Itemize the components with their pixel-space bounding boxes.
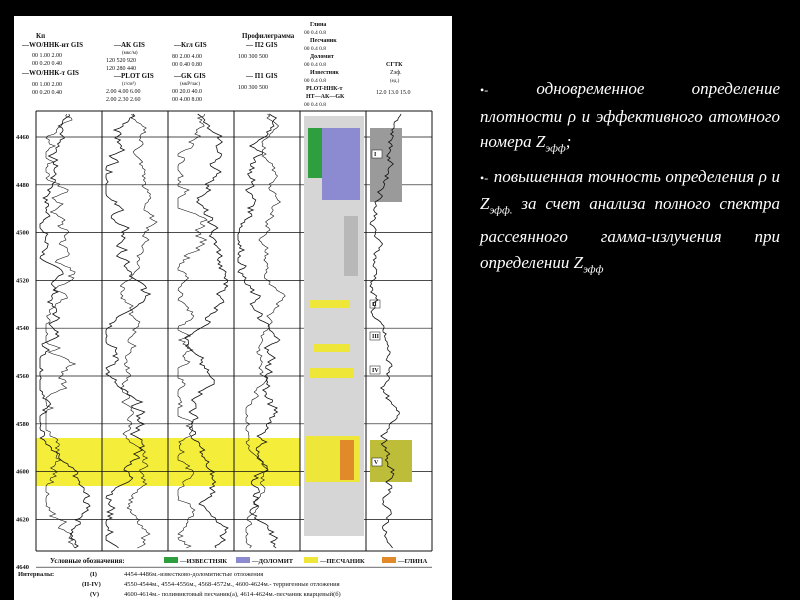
col3-scale2: 00 20.0 40.0 [172,89,202,95]
legend-label-clay: —ГЛИНА [398,558,428,565]
col3-scale2b: 00 4.00 8.00 [172,97,202,103]
depth-label: 4500 [16,229,29,237]
legend-label-dolomite: —ДОЛОМИТ [252,558,294,565]
depth-label: 4480 [16,181,29,189]
col2-unit1: (мкс/м) [122,51,138,56]
bullet-1-tail: ; [565,132,572,151]
depth-label: 4560 [16,373,29,380]
depth-label: 4520 [16,277,29,285]
interval-label: IV [372,368,379,374]
header-col2 [106,41,154,103]
col4-curve1: — П2 GIS [246,41,278,49]
zeff-interval-I [370,128,402,202]
bullet-list [480,76,780,285]
sandstone-zone-4 [310,368,354,378]
bullet-2-mark: •- [480,170,489,185]
interval-label: II [372,302,377,308]
legend-swatch-sandstone [304,557,318,563]
depth-label: 4460 [16,134,29,141]
col2-scale2b: 2.00 2.30 2.60 [106,97,141,103]
col5-l4: Известняк [310,70,339,76]
col1-curve2: —WO/ННК-т GIS [22,69,79,77]
legend [18,557,428,598]
col1-scale2: 00 1.00 2.00 [32,82,62,88]
col5-s6: 00 0.4 0.8 [304,102,326,108]
well-log-chart [14,16,452,600]
legend-title: Условные обозначения: [50,557,125,565]
interval-label: III [372,334,380,340]
col6-title: СГТК [386,62,403,68]
header-col6 [376,62,411,96]
header-col4 [238,32,295,91]
depth-label: 4540 [16,325,29,333]
sandstone-zone-3 [314,344,350,352]
dolomite-zone [322,128,360,200]
bullet-1-text: одновременное определение плотности ρ и эффективного атомного номера Z [480,79,780,151]
col3-curve2: —GK GIS [174,72,206,80]
col3-scale1: 80 2.00 4.00 [172,54,202,60]
col2-scale1b: 120 280 440 [106,66,136,72]
col6-sub: Zэф. [390,70,402,76]
col5-s1: 00 0.4 0.8 [304,30,326,36]
interval-code-3: (V) [90,591,100,598]
col4-title: Профилеграмма [242,32,295,40]
col5-s3: 00 0.4 0.8 [304,62,326,68]
col2-curve2: —PLOT GIS [114,72,154,80]
depth-label: 4580 [16,420,29,428]
clay-zone-5 [340,440,354,480]
bullet-2-sub2: эфф [583,263,604,276]
col1-curve1: —WO/ННК-нт GIS [22,41,83,49]
interval-label: I [374,152,377,158]
col2-scale2: 2.00 4.00 6.00 [106,89,141,95]
interval-text-2: 4550-4544м., 4554-4556м., 4568-4572м., 4600-4624м.- терригенные отложения [124,581,340,588]
depth-label: 4620 [16,516,29,524]
col2-unit2: (г/см³) [122,82,136,87]
col2-curve1: —АК GIS [114,41,145,49]
col1-scale1: 00 1.00 2.00 [32,53,62,59]
legend-swatch-clay [382,557,396,563]
col5-s4: 00 0.4 0.8 [304,78,326,84]
col5-l3: Доломит [310,54,334,60]
col4-curve2: — П1 GIS [246,72,278,80]
legend-label-limestone: —ИЗВЕСТНЯК [180,558,228,565]
legend-label-sandstone: —ПЕСЧАНИК [320,558,365,565]
sandstone-zone-2 [310,300,350,308]
col5-l6: НТ—АК—GК [306,94,345,100]
bullet-1-mark: •- [480,83,489,97]
bullet-2-tail: за счет анализа полного спектра рассеянного гамма-излучения при определении Z [480,194,780,272]
bullet-2 [480,164,780,283]
col3-curve1: —Кгл GIS [174,41,207,49]
legend-swatch-limestone [164,557,178,563]
limestone-zone [308,128,322,178]
header-col1 [21,32,83,96]
depth-label: 4600 [16,468,29,476]
col4-scale1: 100 300 500 [238,54,268,60]
col1-scale2b: 00 0.20 0.40 [32,90,62,96]
interval-code-1: (I) [90,571,97,578]
clay-zone-gray [344,216,358,276]
legend-swatch-dolomite [236,557,250,563]
col2-scale1: 120 520 920 [106,58,136,64]
bullet-1-sub: эфф [545,142,566,155]
col5-s2: 00 0.4 0.8 [304,46,326,52]
depth-labels [16,134,29,571]
depth-label: 4640 [16,564,29,572]
interval-label: V [374,460,379,466]
header-col3 [172,41,207,103]
bullet-1 [480,76,780,162]
col6-scale: 12.0 13.0 15.0 [376,90,411,96]
lithology-column [304,116,364,536]
bullet-2-text: повышенная точность определения ρ и Z [480,166,780,214]
well-log-figure [14,16,452,600]
col3-unit2: (мкР/час) [180,82,201,87]
interval-code-2: (II-IV) [82,581,101,588]
header-col5 [304,22,345,108]
intervals-title: Интервалы: [18,571,55,578]
col5-l2: Песчаник [310,38,337,44]
col5-l5: PLOT-ННК-т [306,86,343,92]
col1-title: Кп [36,32,46,40]
col3-scale1b: 00 0.40 0.80 [172,62,202,68]
bullet-2-sub: эфф. [489,204,513,217]
interval-text-1: 4454-4486м.-известково-доломитистые отложения [124,571,264,578]
col6-unit: (ед.) [390,79,400,84]
col4-scale2: 100 300 500 [238,85,268,91]
interval-text-3: 4600-4614м.- полимиктовый песчаник(а), 4614-4624м.-песчаник кварцевый(б) [124,591,341,598]
col5-l1: Глина [310,22,327,28]
col1-scale1b: 00 0.20 0.40 [32,61,62,67]
